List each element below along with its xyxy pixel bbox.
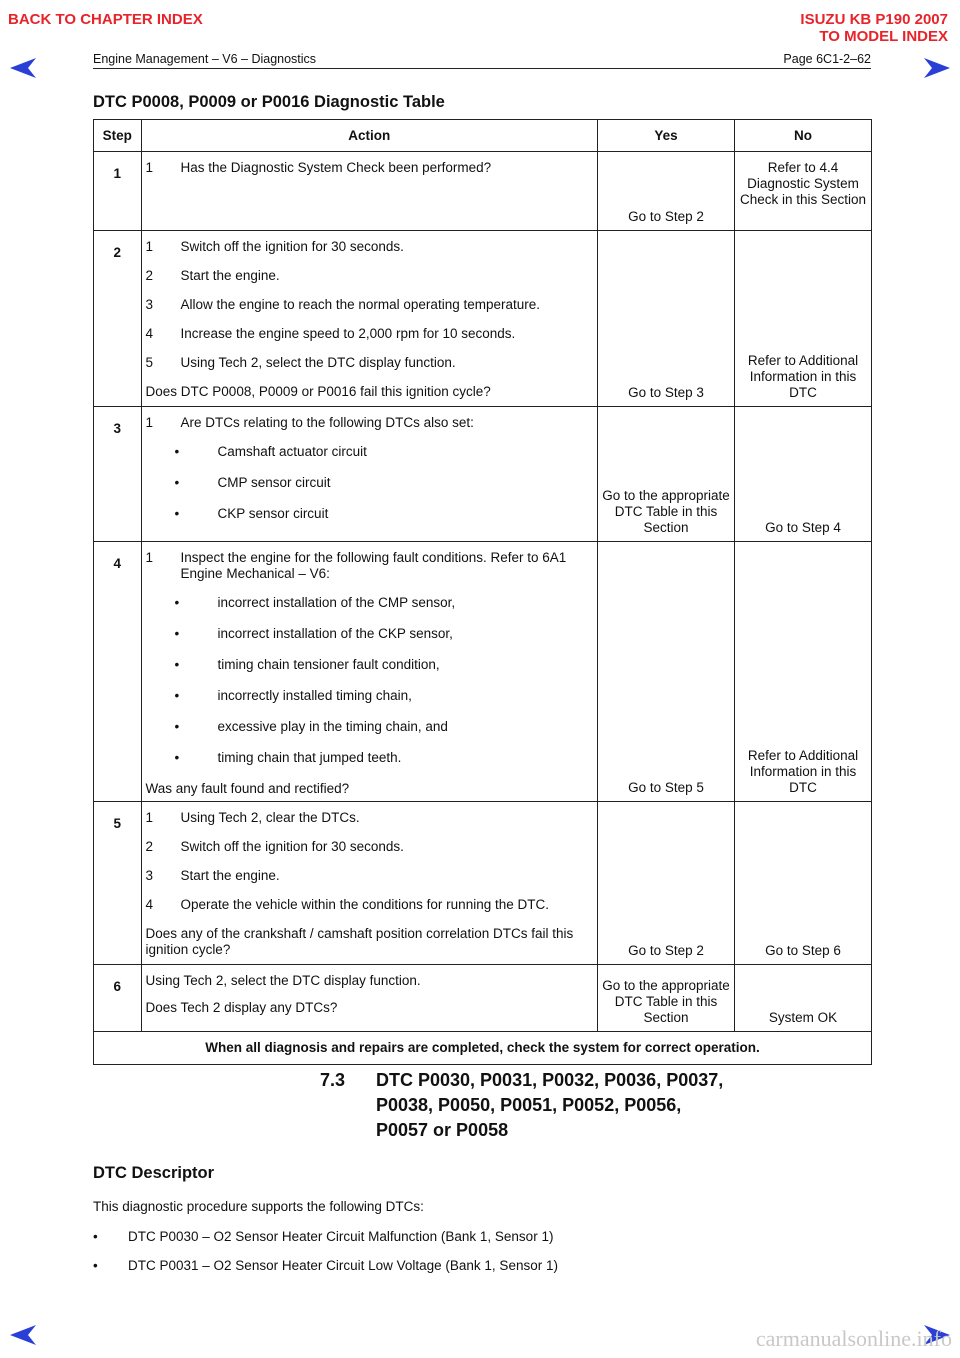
action-cell — [141, 152, 597, 231]
yes-result: Go to the appropriate DTC Table in this Section — [598, 965, 735, 1032]
step-number: 6 — [94, 965, 142, 1032]
bullet-text: timing chain tensioner fault condition, — [217, 657, 440, 672]
table-row — [94, 802, 872, 965]
model-index-block[interactable] — [800, 11, 948, 45]
bullet-icon: • — [174, 626, 180, 641]
section-title-line: P0038, P0050, P0051, P0052, P0056, — [376, 1095, 682, 1115]
model-index-link[interactable]: TO MODEL INDEX — [819, 28, 948, 45]
header-step: Step — [94, 120, 142, 152]
action-step — [146, 326, 593, 342]
table-row — [94, 965, 872, 1032]
action-text: Using Tech 2, select the DTC display function. — [145, 973, 421, 988]
action-question: Does DTC P0008, P0009 or P0016 fail this ignition cycle? — [145, 384, 491, 399]
bullet-text: incorrect installation of the CKP sensor, — [217, 626, 453, 641]
bullet-text: timing chain that jumped teeth. — [217, 750, 402, 765]
list-item — [93, 1229, 558, 1244]
section-heading — [320, 1068, 723, 1143]
prev-page-arrow-icon[interactable] — [10, 1325, 36, 1345]
list-item — [146, 506, 593, 522]
action-step-text: Are DTCs relating to the following DTCs also set: — [180, 415, 474, 430]
action-step-number: 1 — [145, 415, 154, 430]
action-step-text: Start the engine. — [180, 268, 280, 283]
header-action: Action — [141, 120, 597, 152]
action-step-number: 5 — [145, 355, 154, 370]
action-cell — [141, 231, 597, 407]
bullet-icon: • — [174, 475, 180, 490]
bullet-icon: • — [93, 1229, 98, 1244]
section-title — [376, 1068, 723, 1143]
list-item — [146, 719, 593, 735]
yes-result: Go to the appropriate DTC Table in this Section — [598, 407, 735, 542]
yes-result: Go to Step 2 — [598, 152, 735, 231]
action-step — [146, 239, 593, 255]
bullet-icon: • — [174, 750, 180, 765]
action-step-text: Increase the engine speed to 2,000 rpm for 10 seconds. — [180, 326, 516, 341]
no-result: Refer to Additional Information in this DTC — [735, 542, 872, 802]
no-result: Go to Step 6 — [735, 802, 872, 965]
action-cell — [141, 407, 597, 542]
dtc-item-text: DTC P0031 – O2 Sensor Heater Circuit Low Voltage (Bank 1, Sensor 1) — [128, 1258, 558, 1273]
table-row — [94, 231, 872, 407]
action-step-number: 4 — [145, 897, 154, 912]
no-result: Refer to Additional Information in this DTC — [735, 231, 872, 407]
table-row — [94, 542, 872, 802]
next-page-arrow-icon[interactable] — [924, 58, 950, 78]
action-step-text: Switch off the ignition for 30 seconds. — [180, 839, 404, 854]
action-step-text: Has the Diagnostic System Check been performed? — [180, 160, 492, 175]
action-step — [146, 810, 593, 826]
action-step-number: 1 — [145, 550, 154, 565]
bullet-icon: • — [174, 595, 180, 610]
prev-page-arrow-icon[interactable] — [10, 58, 36, 78]
action-step — [146, 550, 593, 582]
bullet-icon: • — [174, 506, 180, 521]
action-step-text: Allow the engine to reach the normal operating temperature. — [180, 297, 540, 312]
bullet-text: Camshaft actuator circuit — [217, 444, 367, 459]
table-footer-note: When all diagnosis and repairs are completed, check the system for correct operation. — [94, 1032, 872, 1065]
list-item — [93, 1258, 558, 1273]
bullet-text: CMP sensor circuit — [217, 475, 331, 490]
action-step — [146, 897, 593, 913]
action-step — [146, 839, 593, 855]
back-to-chapter-index-link[interactable]: BACK TO CHAPTER INDEX — [8, 11, 203, 28]
yes-result: Go to Step 5 — [598, 542, 735, 802]
header-no: No — [735, 120, 872, 152]
no-result: System OK — [735, 965, 872, 1032]
list-item — [146, 595, 593, 611]
intro-text: This diagnostic procedure supports the following DTCs: — [93, 1199, 424, 1214]
no-result: Go to Step 4 — [735, 407, 872, 542]
action-step-number: 2 — [145, 268, 154, 283]
action-step — [146, 297, 593, 313]
action-question: Was any fault found and rectified? — [145, 781, 350, 796]
section-title-line: DTC P0030, P0031, P0032, P0036, P0037, — [376, 1070, 724, 1090]
action-question: Does any of the crankshaft / camshaft position correlation DTCs fail this ignition cycle? — [145, 926, 574, 957]
list-item — [146, 688, 593, 704]
bullet-text: CKP sensor circuit — [217, 506, 329, 521]
table-title: DTC P0008, P0009 or P0016 Diagnostic Table — [93, 93, 445, 111]
action-step-text: Using Tech 2, clear the DTCs. — [180, 810, 360, 825]
action-step-number: 3 — [145, 868, 154, 883]
bullet-icon: • — [174, 444, 180, 459]
list-item — [146, 626, 593, 642]
action-step — [146, 415, 593, 431]
yes-result: Go to Step 3 — [598, 231, 735, 407]
header-rule — [93, 68, 871, 69]
diagnostic-table — [93, 119, 872, 1065]
action-step-text: Inspect the engine for the following fault conditions. Refer to 6A1 Engine Mechanical – V6: — [180, 550, 567, 581]
step-number: 1 — [94, 152, 142, 231]
step-number: 5 — [94, 802, 142, 965]
running-header-title: Engine Management – V6 – Diagnostics — [93, 52, 317, 66]
action-step-text: Start the engine. — [180, 868, 280, 883]
table-row — [94, 152, 872, 231]
step-number: 2 — [94, 231, 142, 407]
action-step-number: 3 — [145, 297, 154, 312]
bullet-text: incorrectly installed timing chain, — [217, 688, 412, 703]
table-body — [94, 152, 872, 1032]
action-step — [146, 268, 593, 284]
no-result: Refer to 4.4 Diagnostic System Check in this Section — [735, 152, 872, 231]
section-title-line: P0057 or P0058 — [376, 1120, 509, 1140]
dtc-list — [93, 1229, 558, 1287]
action-step-number: 1 — [145, 239, 154, 254]
model-title: ISUZU KB P190 2007 — [800, 11, 948, 28]
table-row — [94, 407, 872, 542]
action-cell — [141, 542, 597, 802]
table-footer-row — [94, 1032, 872, 1065]
action-cell — [141, 802, 597, 965]
yes-result: Go to Step 2 — [598, 802, 735, 965]
bullet-icon: • — [174, 688, 180, 703]
list-item — [146, 750, 593, 766]
header-yes: Yes — [598, 120, 735, 152]
list-item — [146, 657, 593, 673]
dtc-descriptor-heading: DTC Descriptor — [93, 1164, 215, 1182]
page-number: Page 6C1-2–62 — [783, 52, 871, 66]
action-step — [146, 355, 593, 371]
section-number: 7.3 — [320, 1070, 346, 1090]
bullet-text: excessive play in the timing chain, and — [217, 719, 448, 734]
table-header-row — [94, 120, 872, 152]
action-step-number: 4 — [145, 326, 154, 341]
action-step-text: Using Tech 2, select the DTC display function. — [180, 355, 456, 370]
action-step-text: Operate the vehicle within the conditions for running the DTC. — [180, 897, 549, 912]
list-item — [146, 475, 593, 491]
action-step — [146, 160, 593, 176]
action-step-number: 1 — [145, 810, 154, 825]
step-number: 3 — [94, 407, 142, 542]
bullet-icon: • — [174, 719, 180, 734]
dtc-item-text: DTC P0030 – O2 Sensor Heater Circuit Malfunction (Bank 1, Sensor 1) — [128, 1229, 554, 1244]
action-step-number: 2 — [145, 839, 154, 854]
action-step-number: 1 — [145, 160, 154, 175]
step-number: 4 — [94, 542, 142, 802]
watermark: carmanualsonline.info — [755, 1326, 952, 1351]
action-step — [146, 868, 593, 884]
bullet-icon: • — [93, 1258, 98, 1273]
bullet-icon: • — [174, 657, 180, 672]
bullet-text: incorrect installation of the CMP sensor, — [217, 595, 456, 610]
list-item — [146, 444, 593, 460]
action-text: Does Tech 2 display any DTCs? — [145, 1000, 338, 1015]
action-cell — [141, 965, 597, 1032]
action-step-text: Switch off the ignition for 30 seconds. — [180, 239, 404, 254]
